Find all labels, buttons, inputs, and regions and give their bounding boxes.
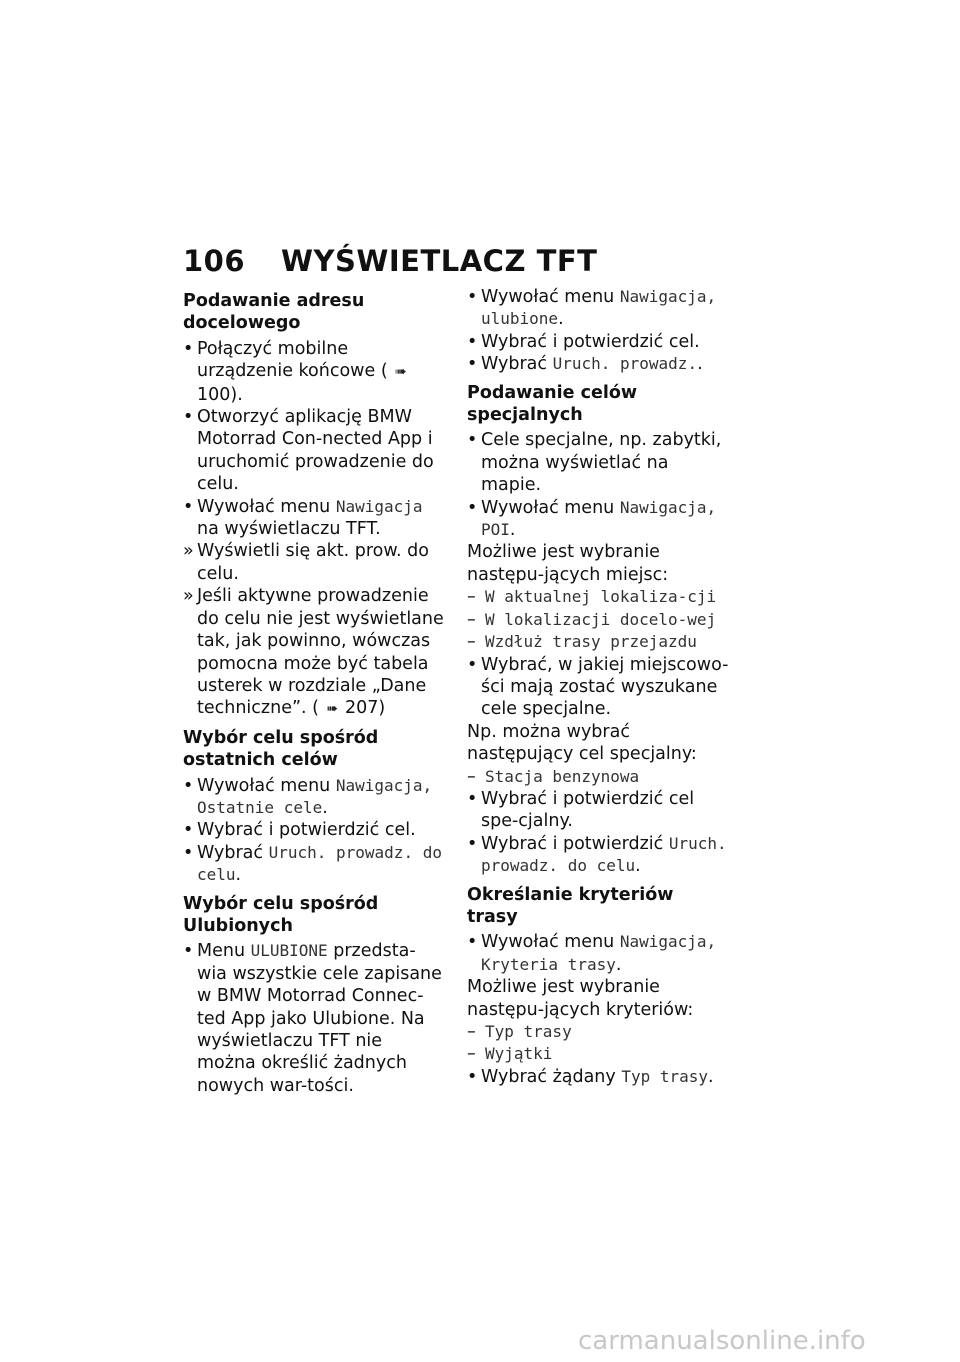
bullet-marker: • (467, 354, 478, 375)
menu-term: Uruch. prowadz. do celu (481, 833, 727, 876)
bullet-marker: • (467, 430, 478, 451)
list-item: • Wybrać i potwierdzić cel spe-cjalny. (467, 788, 695, 832)
dash-item (467, 631, 729, 653)
bullet-marker: • (183, 842, 194, 863)
list-item: • Wywołać menu Nawigacja, POI. (467, 497, 717, 541)
dash-marker: – (467, 1044, 476, 1065)
menu-term: Nawigacja, Kryteria trasy (481, 932, 717, 974)
menu-term: Uruch. prowadz. do celu (197, 842, 442, 885)
list-item: • Wybrać, w jakiej miejscowo-ści mają zostać wyszukane cele specjalne. (467, 654, 729, 720)
menu-term: W aktualnej lokaliza-cji (485, 587, 717, 607)
result-marker: » (183, 541, 194, 562)
list-item: • Wywołać menu Nawigacja, Ostatnie cele. (183, 775, 433, 818)
bullet-marker: • (467, 331, 478, 352)
paragraph: Np. można wybrać następujący cel specjalny: (467, 721, 697, 765)
left-column (183, 286, 445, 1097)
dash-marker: – (467, 609, 476, 630)
bullet-marker: • (183, 496, 194, 517)
paragraph: Możliwe jest wybranie następu-jących kryteriów: (467, 977, 694, 1020)
bullet-marker: • (467, 788, 478, 809)
menu-term: Nawigacja, ulubione (481, 287, 717, 329)
dash-marker: – (467, 632, 476, 653)
list-item: • Wybrać i potwierdzić Uruch. prowadz. do celu. (467, 833, 727, 877)
bullet-marker: • (467, 287, 478, 307)
bullet-marker: • (183, 941, 194, 962)
dash-marker: – (467, 1022, 476, 1042)
page-ref-arrow-icon: ➠ (394, 364, 407, 381)
page-ref-arrow-icon: ➠ (326, 701, 338, 718)
menu-term: Typ trasy (621, 1066, 709, 1086)
section-heading: Podawanie adresu docelowego (183, 291, 365, 334)
bullet-marker: • (183, 338, 194, 359)
dash-item (467, 586, 729, 608)
list-item: • Wybrać i potwierdzić cel. (467, 331, 700, 352)
bullet-marker: • (183, 820, 194, 841)
page-reference[interactable]: 207) (344, 698, 386, 719)
section-heading: Określanie kryteriów trasy (467, 884, 674, 927)
section-heading: Wybór celu spośród ostatnich celów (183, 727, 379, 771)
list-item: • Wywołać menu Nawigacja na wyświetlaczu TFT. (183, 496, 423, 540)
bullet-marker: • (183, 407, 194, 428)
menu-term: Nawigacja, Ostatnie cele (197, 775, 433, 817)
bullet-marker: • (467, 1066, 478, 1087)
menu-term: Nawigacja (335, 496, 423, 516)
list-item: • Menu ULUBIONE przedsta-wia wszystkie cele zapisane w BMW Motorrad Connec-ted App jako Ulubione. Na wyświetlaczu TFT nie można określić żadnych nowych war-tości. (183, 941, 442, 1096)
page-number: 106 (183, 244, 246, 278)
watermark: carmanualsonline.info (578, 1326, 866, 1356)
paragraph: Możliwe jest wybranie następu-jących miejsc: (467, 542, 669, 585)
bullet-marker: • (467, 932, 478, 953)
menu-term: Wzdłuż trasy przejazdu (485, 632, 697, 652)
right-column (467, 286, 729, 1088)
menu-term: Typ trasy (485, 1022, 572, 1041)
menu-term: ULUBIONE (250, 941, 328, 961)
bullet-marker: • (467, 833, 478, 854)
section-heading: Podawanie celów specjalnych (467, 382, 638, 426)
dash-item (467, 1021, 729, 1043)
dash-marker: – (467, 766, 476, 787)
menu-term: Wyjątki (485, 1044, 553, 1064)
page-header (183, 244, 597, 284)
dash-item (467, 766, 729, 788)
list-item: • Wybrać Uruch. prowadz. do celu. (183, 842, 442, 886)
list-item: • Wywołać menu Nawigacja, Kryteria trasy. (467, 932, 717, 975)
list-item: • Wybrać Uruch. prowadz.. (467, 354, 703, 375)
dash-item (467, 609, 729, 631)
section-heading: Wybór celu spośród Ulubionych (183, 893, 379, 936)
bullet-marker: • (467, 497, 478, 518)
menu-term: Stacja benzynowa (485, 766, 640, 786)
menu-term: Uruch. prowadz. (552, 354, 698, 374)
list-item: • Wywołać menu Nawigacja, ulubione. (467, 287, 717, 330)
chapter-title: WYŚWIETLACZ TFT (281, 244, 598, 278)
dash-marker: – (467, 587, 476, 608)
dash-item (467, 1043, 729, 1065)
list-item: • Wybrać żądany Typ trasy. (467, 1066, 714, 1087)
list-item: • Wybrać i potwierdzić cel. (183, 820, 416, 841)
result-item: » Wyświetli się akt. prow. do celu. (183, 541, 429, 584)
list-item: • Połączyć mobilne urządzenie końcowe ( ➠100). (183, 338, 445, 406)
menu-term: W lokalizacji docelo-wej (485, 609, 717, 629)
bullet-marker: • (467, 654, 478, 675)
bullet-marker: • (183, 775, 194, 796)
list-item: • Cele specjalne, np. zabytki, można wyświetlać na mapie. (467, 430, 722, 496)
menu-term: Nawigacja, POI (481, 497, 717, 540)
result-item: » Jeśli aktywne prowadzenie do celu nie jest wyświetlane tak, jak powinno, wówczas pomocna może być tabela usterek w rozdziale „Dane techniczne”. ( ➠ 207) (183, 585, 445, 720)
result-marker: » (183, 586, 194, 607)
list-item: • Otworzyć aplikację BMW Motorrad Con-nected App i uruchomić prowadzenie do celu. (183, 407, 434, 495)
page-reference[interactable]: 100). (197, 384, 243, 405)
